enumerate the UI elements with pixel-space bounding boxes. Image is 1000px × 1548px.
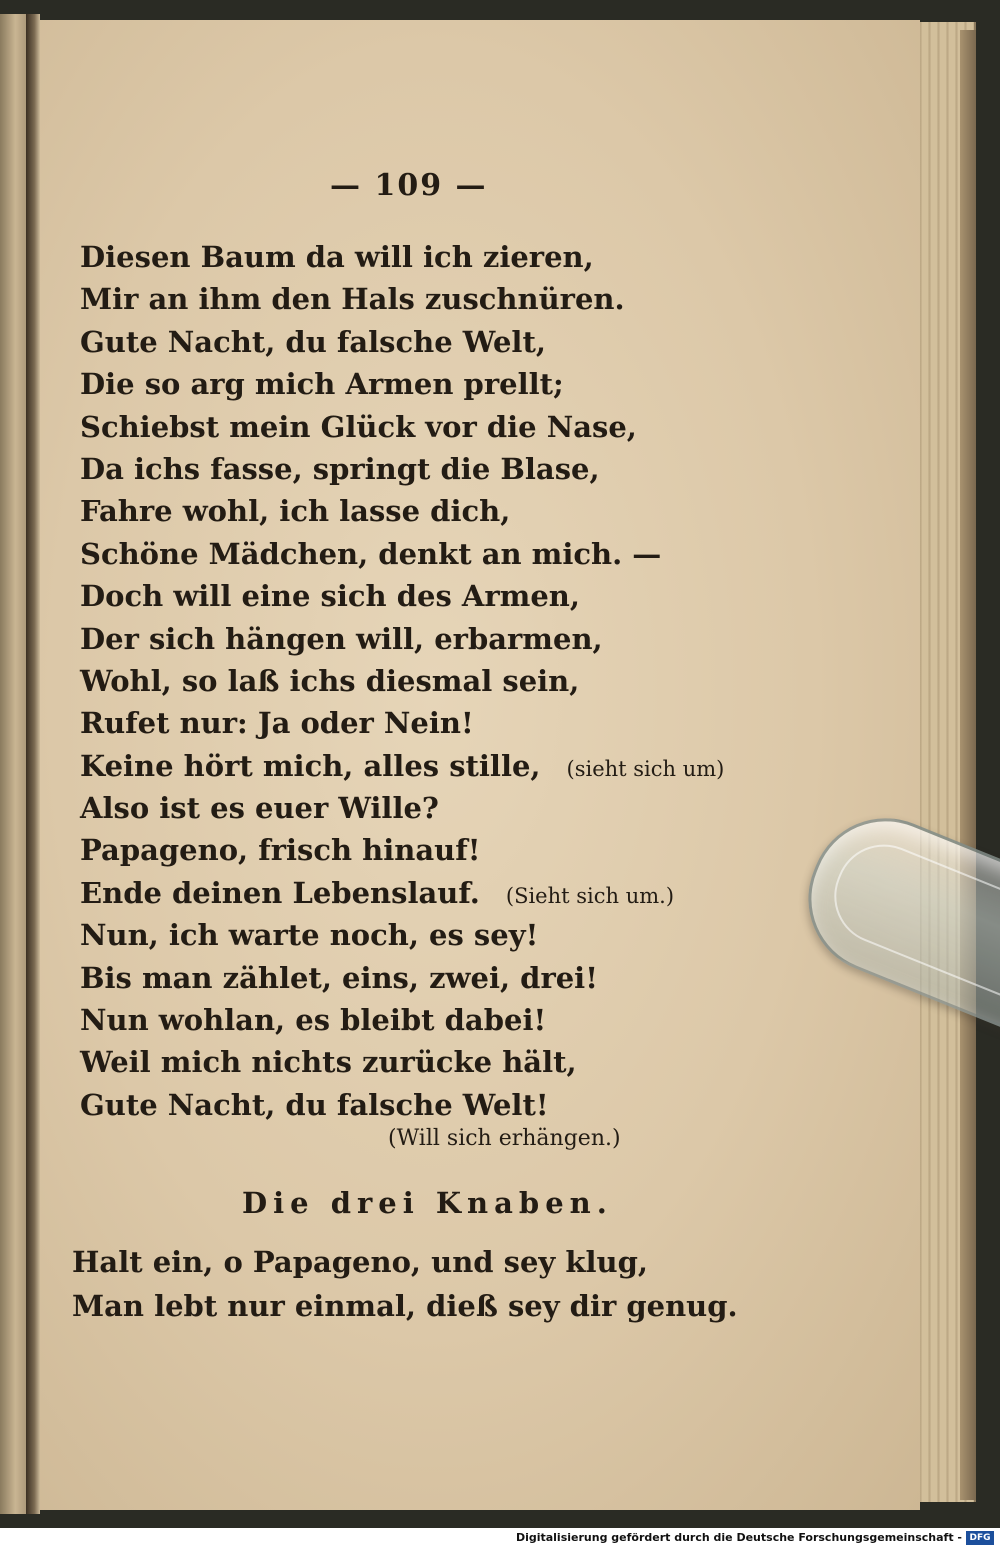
verse-text: Gute Nacht, du falsche Welt, [80,324,546,359]
verse-line [80,618,724,660]
digitization-footer [0,1528,1000,1548]
verse-line [80,575,724,617]
inline-stage-direction: (Sieht sich um.) [505,883,675,908]
verse-text: Nun wohlan, es bleibt dabei! [80,1003,547,1038]
speaker-verse-block [72,1240,738,1328]
verse-line [80,321,724,363]
verse-line [80,406,724,448]
verse-line [80,957,724,999]
verse-text: Papageno, frisch hinauf! [80,833,481,868]
funding-credit: Digitalisierung gefördert durch die Deutsche Forschungsgemeinschaft - [515,1531,962,1544]
book-gutter [26,14,40,1514]
verse-text: Wohl, so laß ichs diesmal sein, [80,663,580,698]
verse-line [80,660,724,702]
inline-stage-direction: (sieht sich um) [566,756,725,781]
verse-line [80,787,724,829]
verse-text: Rufet nur: Ja oder Nein! [80,706,474,741]
verse-line [80,872,724,914]
verse-line [80,914,724,956]
verse-line [80,490,724,532]
book-cover-edge [960,30,976,1500]
verse-line [80,533,724,575]
verse-text: Mir an ihm den Hals zuschnüren. [80,282,625,317]
dfg-logo: DFG [966,1531,994,1545]
verse-text: Schöne Mädchen, denkt an mich. — [80,536,662,571]
page-number: — 109 — [330,168,488,203]
verse-text: Doch will eine sich des Armen, [80,579,580,614]
verse-line [80,745,724,787]
verse-text: Die so arg mich Armen prellt; [80,367,564,402]
verse-line [80,278,724,320]
speaker-verse-line: Halt ein, o Papageno, und sey klug, [72,1245,648,1279]
verse-text: Da ichs fasse, springt die Blase, [80,451,600,486]
stage-direction: (Will sich erhängen.) [388,1126,621,1151]
verse-block [80,236,724,1126]
facing-page-edge [0,14,28,1514]
verse-text: Der sich hängen will, erbarmen, [80,621,603,656]
speaker-heading: Die drei Knaben. [242,1186,613,1220]
speaker-verse-line: Man lebt nur einmal, dieß sey dir genug. [72,1289,738,1323]
verse-text: Gute Nacht, du falsche Welt! [80,1087,549,1122]
verse-text: Keine hört mich, alles stille, [80,748,541,783]
verse-text: Schiebst mein Glück vor die Nase, [80,409,637,444]
verse-text: Also ist es euer Wille? [80,791,439,826]
verse-text: Weil mich nichts zurücke hält, [80,1045,577,1080]
verse-line [80,448,724,490]
verse-line [80,999,724,1041]
verse-text: Bis man zählet, eins, zwei, drei! [80,960,598,995]
verse-line [80,829,724,871]
verse-line [80,236,724,278]
verse-text: Diesen Baum da will ich zieren, [80,240,594,274]
verse-line [80,1041,724,1083]
verse-text: Nun, ich warte noch, es sey! [80,918,539,953]
verse-line [80,363,724,405]
verse-text: Ende deinen Lebenslauf. [80,875,480,910]
verse-text: Fahre wohl, ich lasse dich, [80,494,511,529]
verse-line [80,702,724,744]
verse-line [80,1084,724,1126]
